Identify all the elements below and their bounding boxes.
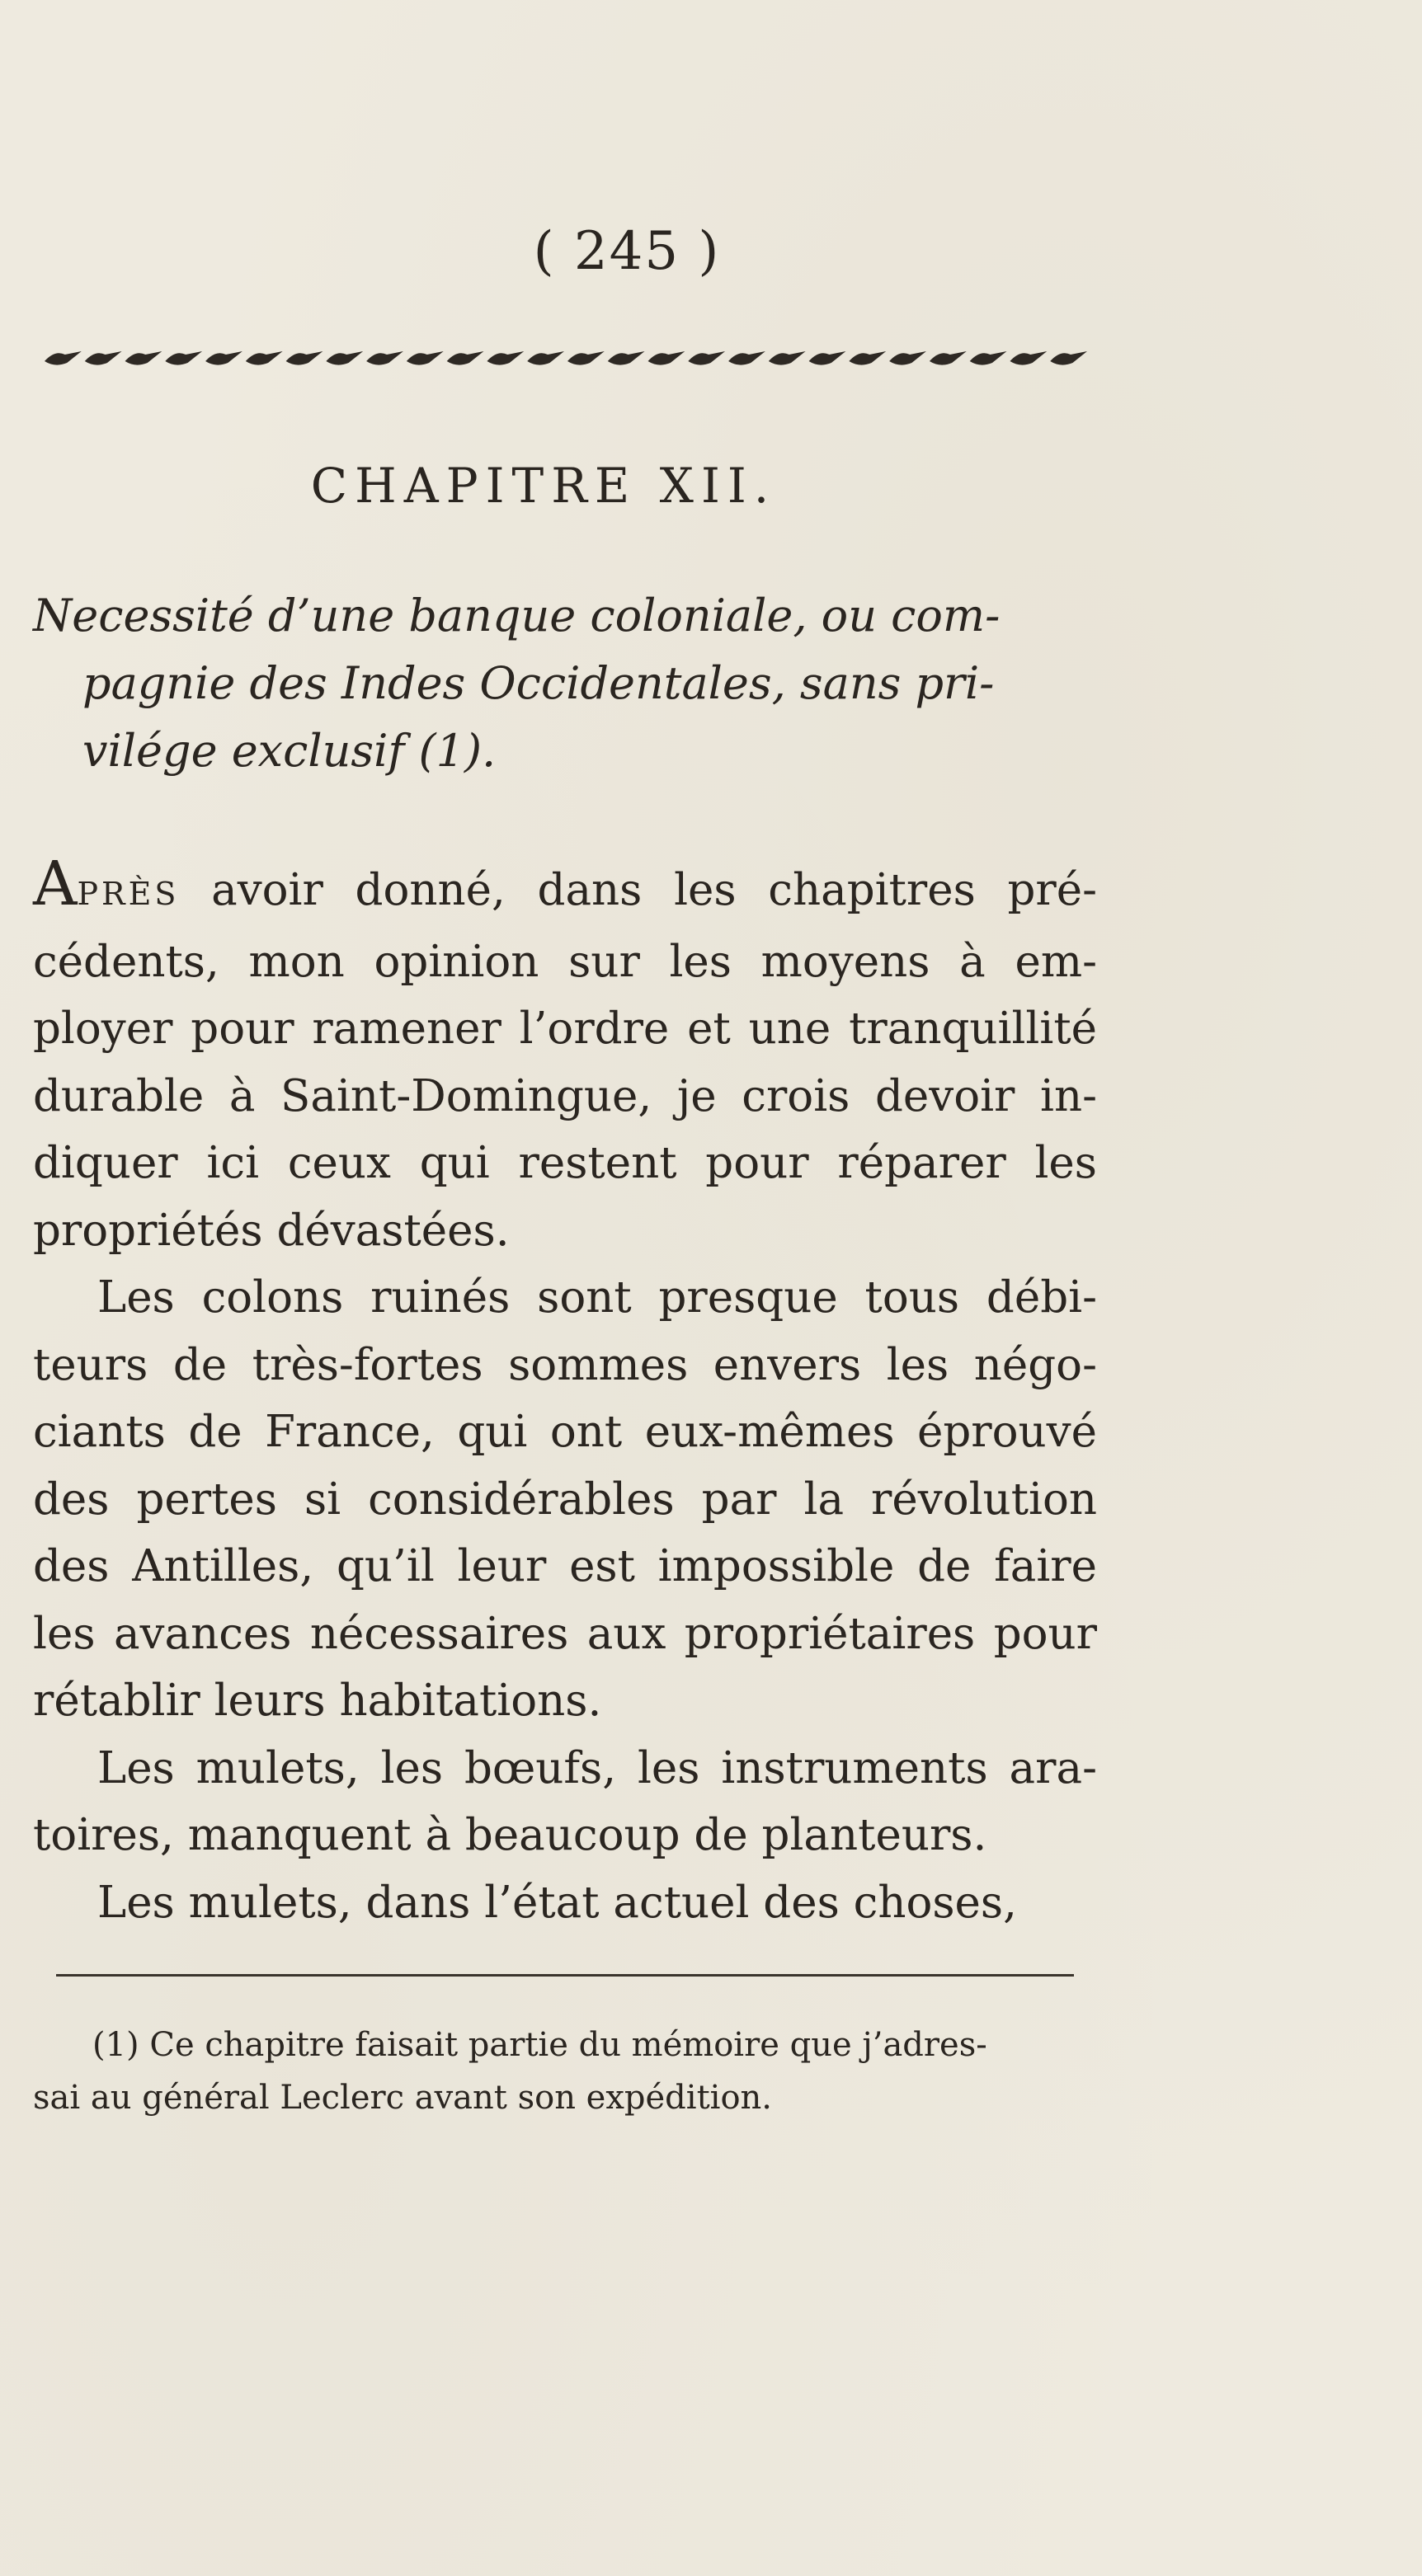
ornament-leaf bbox=[326, 351, 363, 365]
footnote-line: sai au général Leclerc avant son expédition. bbox=[33, 2079, 772, 2117]
ornament-leaf bbox=[688, 351, 725, 365]
ornament-leaf bbox=[1010, 351, 1047, 365]
ornament-leaf bbox=[407, 351, 444, 365]
body-line: toires, manquent à beaucoup de planteurs. bbox=[33, 1810, 987, 1860]
chapter-title: CHAPITRE XII. bbox=[310, 458, 777, 514]
footnote bbox=[33, 2019, 1072, 2124]
ornament-leaf bbox=[165, 351, 202, 365]
body-line: ciants de France, qui ont eux-mêmes éprouvé bbox=[33, 1407, 1097, 1457]
ornament-leaf bbox=[527, 351, 564, 365]
decorative-ornament-rule bbox=[43, 345, 1089, 373]
body-line: rétablir leurs habitations. bbox=[33, 1676, 602, 1726]
ornament-leaf bbox=[366, 351, 403, 365]
page-number: ( 245 ) bbox=[533, 221, 721, 282]
ornament-leaf bbox=[246, 351, 283, 365]
ornament-leaf bbox=[85, 351, 122, 365]
body-text bbox=[33, 848, 1097, 1936]
subtitle-line: vilége exclusif (1). bbox=[82, 725, 497, 777]
body-line bbox=[33, 848, 1097, 928]
ornament-leaf bbox=[889, 351, 926, 365]
ornament-leaf bbox=[809, 351, 846, 365]
ornament-leaf bbox=[205, 351, 242, 365]
ornament-leaf bbox=[125, 351, 162, 365]
body-line: les avances nécessaires aux propriétaires pour bbox=[33, 1608, 1097, 1659]
ornament-leaf bbox=[849, 351, 886, 365]
ornament-leaf bbox=[447, 351, 484, 365]
body-line: durable à Saint-Domingue, je crois devoir in- bbox=[33, 1070, 1097, 1121]
drop-cap: A bbox=[33, 848, 78, 919]
ornament-leaf bbox=[45, 351, 82, 365]
body-line-text: avoir donné, dans les chapitres pré- bbox=[179, 865, 1097, 915]
body-line: Les mulets, les bœufs, les instruments ara- bbox=[97, 1742, 1097, 1793]
body-line: des Antilles, qu’il leur est impossible de faire bbox=[33, 1541, 1097, 1591]
ornament-leaf bbox=[487, 351, 524, 365]
body-line: Les colons ruinés sont presque tous débi- bbox=[97, 1272, 1097, 1323]
ornament-leaf bbox=[970, 351, 1007, 365]
small-caps-word: PRÈS bbox=[77, 876, 180, 912]
body-line: Les mulets, dans l’état actuel des choses, bbox=[97, 1877, 1017, 1928]
body-line: des pertes si considérables par la révolution bbox=[33, 1474, 1097, 1525]
subtitle-line: Necessité d’une banque coloniale, ou com- bbox=[33, 590, 1001, 642]
ornament-leaf bbox=[769, 351, 806, 365]
body-line: ployer pour ramener l’ordre et une tranquillité bbox=[33, 1004, 1097, 1054]
body-line: teurs de très-fortes sommes envers les négo- bbox=[33, 1339, 1097, 1390]
body-line: cédents, mon opinion sur les moyens à em- bbox=[33, 936, 1097, 987]
footnote-line: (1) Ce chapitre faisait partie du mémoire que j’adres- bbox=[92, 2026, 987, 2064]
ornament-leaf bbox=[930, 351, 967, 365]
body-line: diquer ici ceux qui restent pour réparer les bbox=[33, 1138, 1097, 1188]
ornament-leaf bbox=[1050, 351, 1087, 365]
ornament-leaf bbox=[608, 351, 645, 365]
body-line: propriétés dévastées. bbox=[33, 1205, 510, 1256]
subtitle-line: pagnie des Indes Occidentales, sans pri- bbox=[82, 657, 995, 709]
footnote-divider bbox=[56, 1974, 1074, 1977]
ornament-leaf bbox=[728, 351, 765, 365]
ornament-leaf bbox=[567, 351, 605, 365]
chapter-subtitle bbox=[33, 582, 1097, 785]
ornament-leaf bbox=[286, 351, 323, 365]
ornament-leaf bbox=[648, 351, 685, 365]
